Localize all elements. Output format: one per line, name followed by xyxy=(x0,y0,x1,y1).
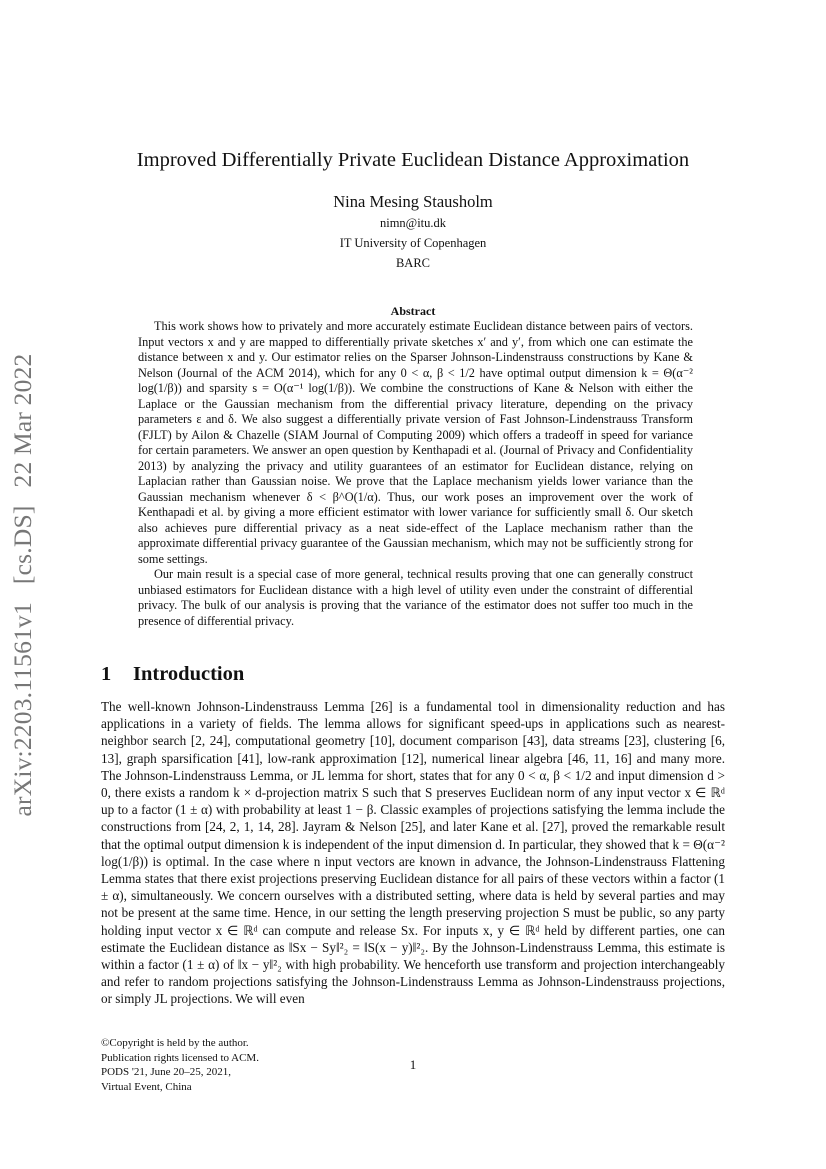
arxiv-date: 22 Mar 2022 xyxy=(8,353,37,488)
author-affiliation-2: BARC xyxy=(395,256,431,270)
arxiv-id: arXiv:2203.11561v1 xyxy=(8,602,37,817)
arxiv-identifier-stamp xyxy=(8,320,38,850)
author-name: Nina Mesing Stausholm xyxy=(333,192,493,211)
introduction-paragraph: The well-known Johnson-Lindenstrauss Lemma [26] is a fundamental tool in dimensionality reduction and has applications in a variety of fields. The lemma allows for significant speed-ups in applications such as nearest-neighbor search [2, 24], computational geometry [10], document comparison [43], data streams [23], clustering [6, 13], graph sparsification [41], low-rank approximation [12], numerical linear algebra [46, 11, 16] and many more. The Johnson-Lindenstrauss Lemma, or JL lemma for short, states that for any 0 < α, β < 1/2 and input dimension d > 0, there exists a random k × d-projection matrix S such that S preserves Euclidean norm of any input vector x ∈ ℝᵈ up to a factor (1 ± α) with probability at least 1 − β. Classic examples of projections satisfying the lemma include the constructions from [24, 2, 1, 14, 28]. Jayram & Nelson [25], and later Kane et al. [27], proved the remarkable result that the optimal output dimension k is independent of the input dimension d. In particular, they showed that k = Θ(α⁻² log(1/β)) is optimal. In the case where n input vectors are known in advance, the Johnson-Lindenstrauss Flattening Lemma states that there exist projections preserving Euclidean distance for all pairs of these vectors within a factor (1 ± α), simultaneously. We concern ourselves with a distributed setting, where data is held by several parties and may not be present at the same time. Hence, in our setting the length preserving projection S must be public, so any party holding input vector x ∈ ℝᵈ can compute and release Sx. For inputs x, y ∈ ℝᵈ held by different parties, one can estimate the Euclidean distance as ‖Sx − Sy‖²₂ = ‖S(x − y)‖²₂. By the Johnson-Lindenstrauss Lemma, this estimate is within a factor (1 ± α) of ‖x − y‖²₂ with high probability. We henceforth use transform and projection interchangeably and refer to random projections satisfying the Johnson-Lindenstrauss Lemma as Johnson-Lindenstrauss projections, or simply JL projections. We will even xyxy=(101,699,725,1007)
abstract-paragraph: Our main result is a special case of more general, technical results proving that one can generally construct unbiased estimators for Euclidean distance with a high level of utility even under the constraint of differential privacy. The bulk of our analysis is proving that the variance of the estimator does not suffer too much in the presence of differential privacy. xyxy=(138,567,693,628)
author-affiliation: IT University of Copenhagen xyxy=(339,236,487,250)
paper-title: Improved Differentially Private Euclidean Distance Approximation xyxy=(136,149,690,171)
abstract-paragraph: This work shows how to privately and more accurately estimate Euclidean distance between pairs of vectors. Input vectors x and y are mapped to differentially private sketches x′ and y′, from which one can estimate the distance between x and y. Our estimator relies on the Sparser Johnson-Lindenstrauss constructions by Kane & Nelson (Journal of the ACM 2014), which for any 0 < α, β < 1/2 have optimal output dimension k = Θ(α⁻² log(1/β)) and sparsity s = O(α⁻¹ log(1/β)). We combine the constructions of Kane & Nelson with either the Laplace or the Gaussian mechanism from the differential privacy literature, depending on the privacy parameters ε and δ. We also suggest a differentially private version of Fast Johnson-Lindenstrauss Transform (FJLT) by Ailon & Chazelle (SIAM Journal of Computing 2009) which offers a tradeoff in speed for variance for certain parameters. We answer an open question by Kenthapadi et al. (Journal of Privacy and Confidentiality 2013) by analyzing the privacy and utility guarantees of an estimator for Euclidean distance, relying on Laplacian rather than Gaussian noise. We prove that the Laplace mechanism yields lower variance than the Gaussian mechanism whenever δ < β^O(1/α). Thus, our work poses an improvement over the work of Kenthapadi et al. by giving a more efficient estimator with lower variance for sufficiently small δ. Our sketch also achieves pure differential privacy as a neat side-effect of the Laplace mechanism rather than the approximate differential privacy guarantee of the Gaussian mechanism, which may not be sufficiently strong for some settings. xyxy=(138,319,693,566)
section-number: 1 xyxy=(101,663,112,685)
copyright-footnote xyxy=(101,1036,259,1094)
footnote-line: PODS '21, June 20–25, 2021, xyxy=(101,1066,232,1078)
page-number: 1 xyxy=(409,1057,417,1072)
footnote-line: ©Copyright is held by the author. xyxy=(101,1037,249,1049)
author-block xyxy=(80,191,746,273)
section-heading xyxy=(101,663,244,686)
footnote-line: Virtual Event, China xyxy=(101,1080,192,1093)
introduction-body xyxy=(101,698,725,1008)
author-email: nimn@itu.dk xyxy=(379,216,447,230)
footnote-line: Publication rights licensed to ACM. xyxy=(101,1051,259,1064)
arxiv-category: [cs.DS] xyxy=(8,505,37,585)
abstract-body xyxy=(138,319,693,629)
section-title: Introduction xyxy=(133,663,245,685)
abstract-heading: Abstract xyxy=(390,304,436,318)
